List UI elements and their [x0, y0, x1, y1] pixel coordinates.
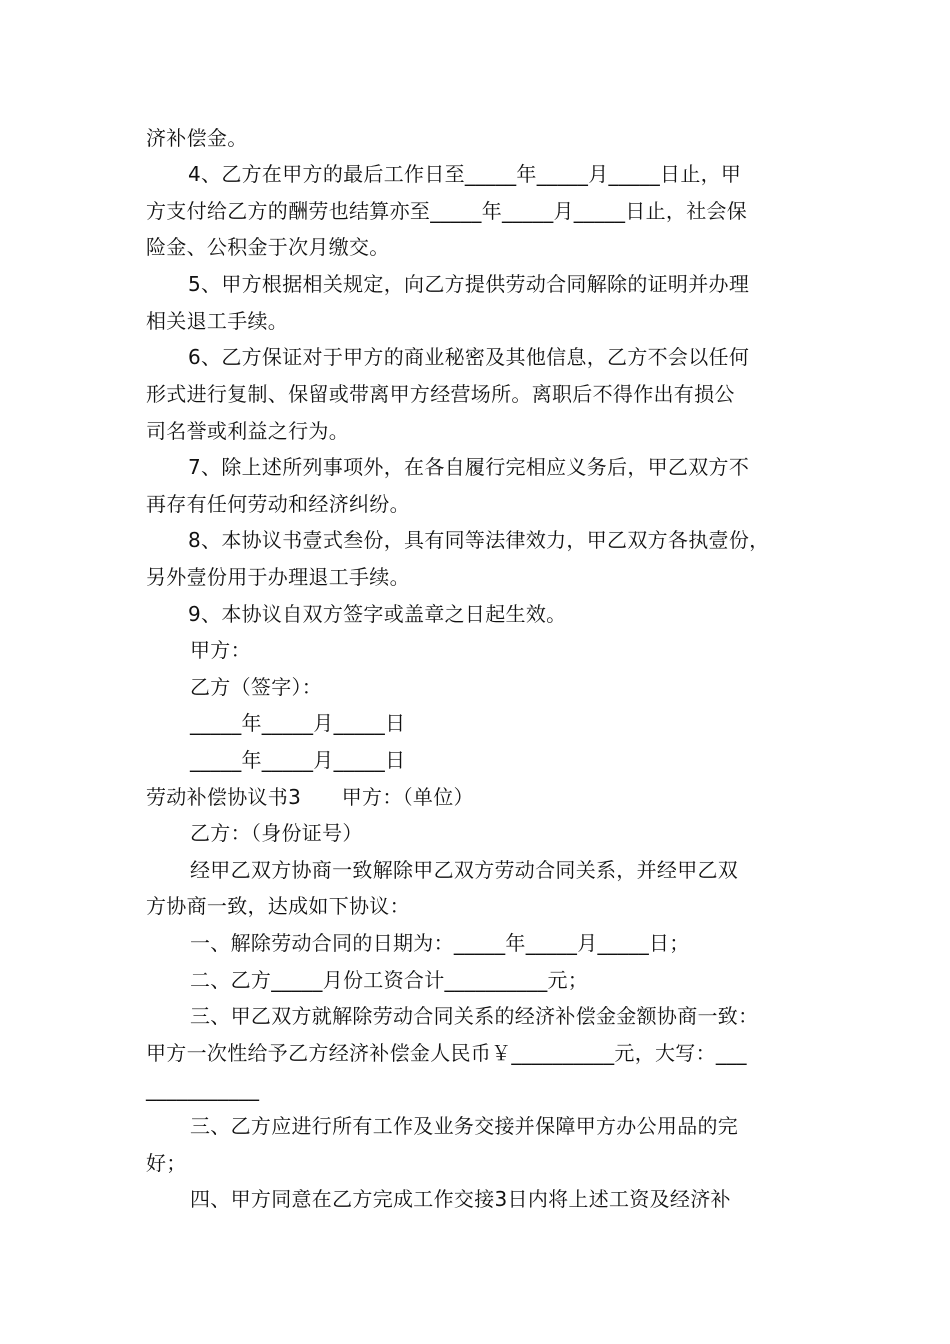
text-line: 甲方一次性给予乙方经济补偿金人民币￥__________元，大写：___: [146, 1041, 747, 1065]
text-line: 相关退工手续。: [146, 309, 289, 333]
date-blank-line: _____年_____月_____日: [190, 748, 406, 772]
date-blank-line: _____年_____月_____日: [190, 711, 406, 735]
text-line: 再存有任何劳动和经济纠纷。: [146, 492, 410, 516]
text-line: 一、解除劳动合同的日期为：_____年_____月_____日；: [190, 931, 690, 955]
text-line: 方支付给乙方的酬劳也结算亦至_____年_____月_____日止，社会保: [146, 199, 748, 223]
section-heading: 劳动补偿协议书3 甲方：（单位）: [146, 785, 474, 809]
text-line: 6、乙方保证对于甲方的商业秘密及其他信息，乙方不会以任何: [188, 345, 750, 369]
text-line: 四、甲方同意在乙方完成工作交接3日内将上述工资及经济补: [190, 1187, 731, 1211]
signature-party-a-label: 甲方：: [190, 638, 251, 662]
text-line: 乙方：（身份证号）: [190, 821, 363, 845]
signature-party-b-label: 乙方（签字）：: [190, 675, 323, 699]
text-line: ___________: [146, 1077, 260, 1101]
text-line: 9、本协议自双方签字或盖章之日起生效。: [188, 602, 567, 626]
text-line: 5、甲方根据相关规定，向乙方提供劳动合同解除的证明并办理: [188, 272, 750, 296]
text-line: 司名誉或利益之行为。: [146, 419, 349, 443]
text-line: 三、乙方应进行所有工作及业务交接并保障甲方办公用品的完: [190, 1114, 739, 1138]
text-line: 方协商一致，达成如下协议：: [146, 894, 410, 918]
text-line: 二、乙方_____月份工资合计__________元；: [190, 968, 589, 992]
text-line: 7、除上述所列事项外，在各自履行完相应义务后，甲乙双方不: [188, 455, 750, 479]
text-line: 好；: [146, 1151, 187, 1175]
text-line: 形式进行复制、保留或带离甲方经营场所。离职后不得作出有损公: [146, 382, 735, 406]
text-line: 另外壹份用于办理退工手续。: [146, 565, 410, 589]
text-line: 济补偿金。: [146, 126, 248, 150]
text-line: 三、甲乙双方就解除劳动合同关系的经济补偿金金额协商一致：: [190, 1004, 759, 1028]
text-line: 经甲乙双方协商一致解除甲乙双方劳动合同关系，并经甲乙双: [190, 858, 739, 882]
text-line: 8、本协议书壹式叁份，具有同等法律效力，甲乙双方各执壹份，: [188, 528, 770, 552]
text-line: 4、乙方在甲方的最后工作日至_____年_____月_____日止，甲: [188, 162, 742, 186]
text-line: 险金、公积金于次月缴交。: [146, 235, 390, 259]
